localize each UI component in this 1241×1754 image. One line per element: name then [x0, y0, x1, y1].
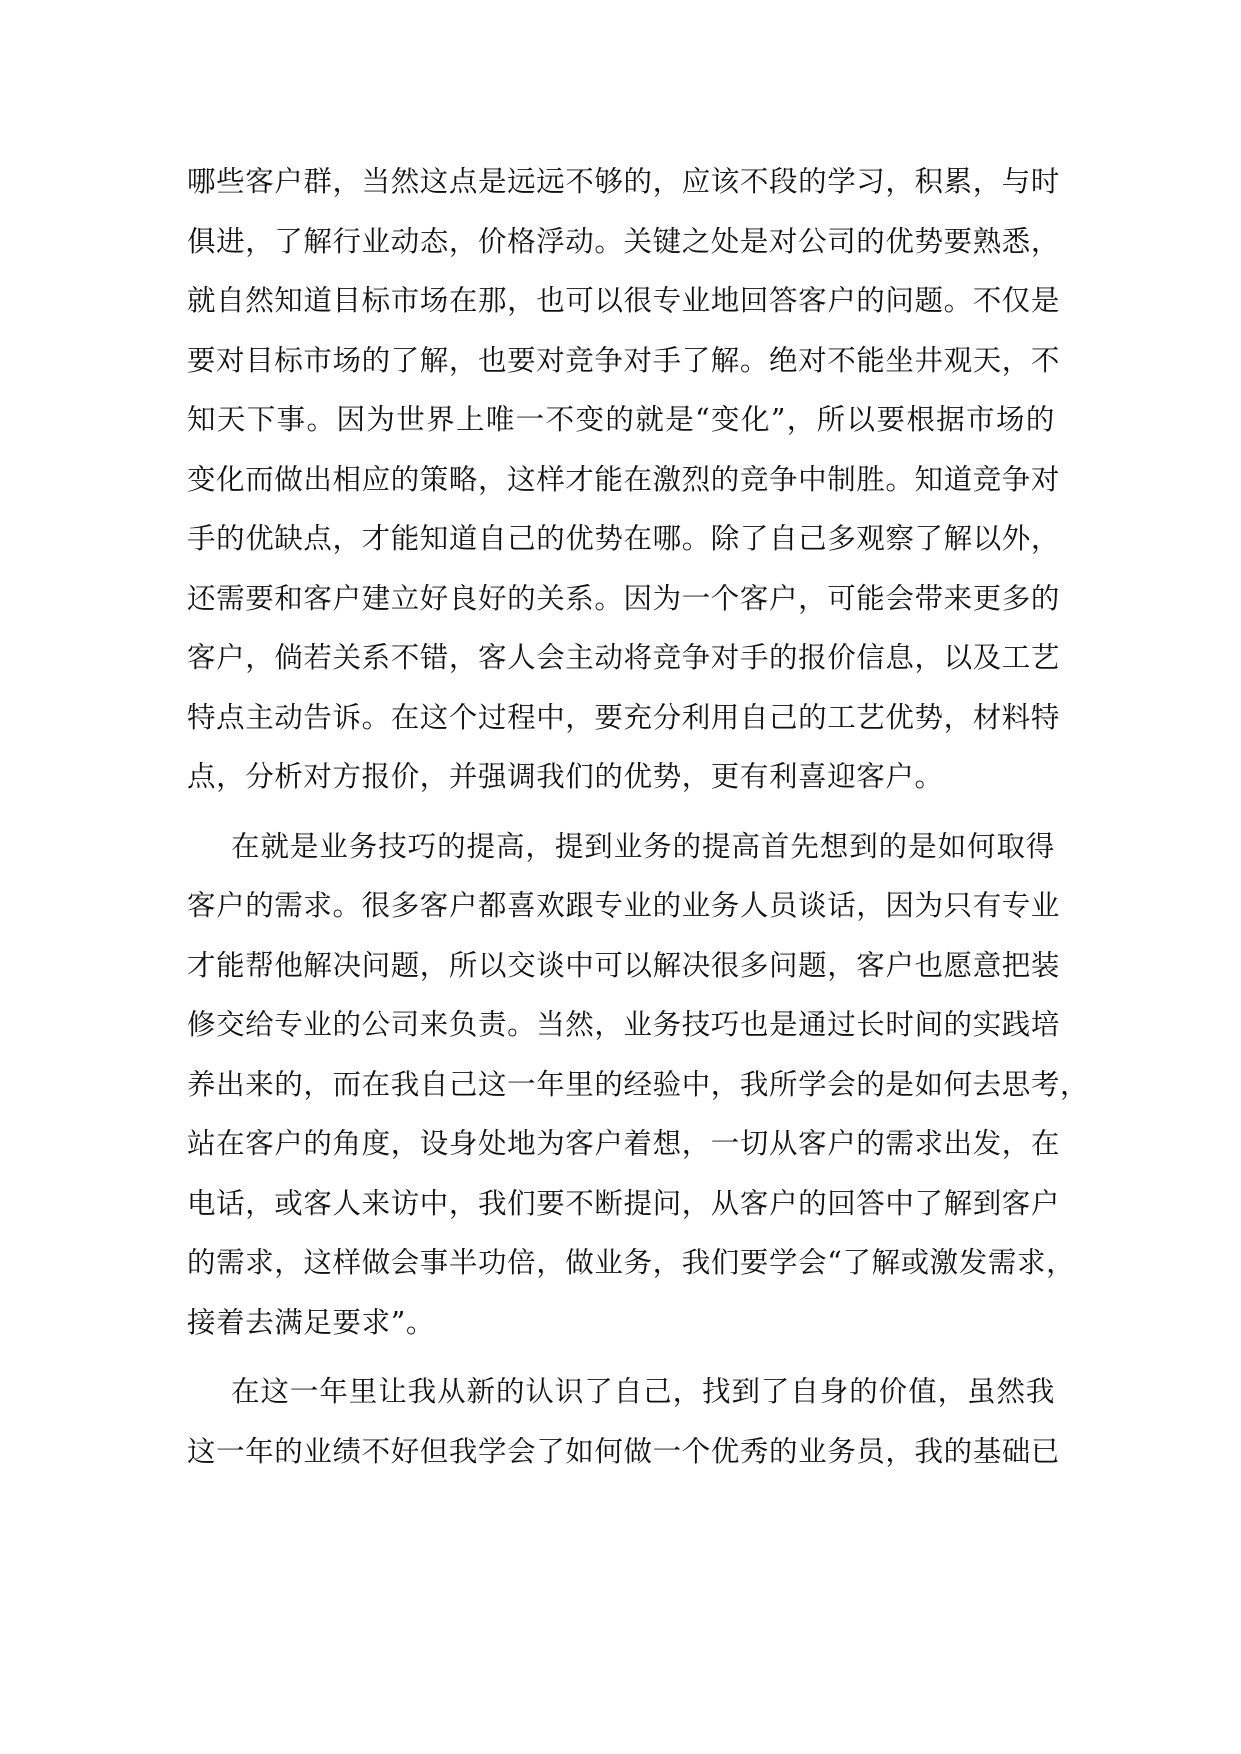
text-line: 知天下事。因为世界上唯一不变的就是“变化”，所以要根据市场的 [187, 403, 1055, 436]
paragraph [187, 817, 1090, 1353]
paragraph [187, 152, 1061, 807]
paragraph-gap [187, 807, 1055, 817]
text-line: 在这一年里让我从新的认识了自己，找到了自身的价值，虽然我 [231, 1375, 1055, 1408]
text-line: 接着去满足要求”。 [187, 1305, 435, 1339]
text-line: 在就是业务技巧的提高，提到业务的提高首先想到的是如何取得 [231, 829, 1055, 863]
text-line: 这一年的业绩不好但我学会了如何做一个优秀的业务员，我的基础已 [187, 1434, 1061, 1468]
text-line: 手的优缺点，才能知道自己的优势在哪。除了自己多观察了解以外， [187, 522, 1061, 555]
body-text [187, 152, 1090, 1481]
text-line: 客户，倘若关系不错，客人会主动将竞争对手的报价信息，以及工艺 [187, 641, 1061, 674]
paragraph-gap [187, 1352, 1055, 1362]
text-line: 哪些客户群，当然这点是远远不够的，应该不段的学习，积累，与时 [187, 165, 1061, 198]
text-line: 养出来的，而在我自己这一年里的经验中，我所学会的是如何去思考， [187, 1067, 1090, 1101]
text-line: 要对目标市场的了解，也要对竞争对手了解。绝对不能坐井观天，不 [187, 343, 1061, 377]
text-line: 变化而做出相应的策略，这样才能在激烈的竞争中制胜。知道竞争对 [187, 462, 1061, 496]
text-line: 还需要和客户建立好良好的关系。因为一个客户，可能会带来更多的 [187, 581, 1061, 615]
text-line: 俱进，了解行业动态，价格浮动。关键之处是对公司的优势要熟悉， [187, 224, 1061, 258]
text-line: 修交给专业的公司来负责。当然，业务技巧也是通过长时间的实践培 [187, 1008, 1061, 1041]
text-line: 就自然知道目标市场在那，也可以很专业地回答客户的问题。不仅是 [187, 284, 1061, 317]
text-line: 站在客户的角度，设身处地为客户着想，一切从客户的需求出发，在 [187, 1127, 1061, 1160]
text-line: 客户的需求。很多客户都喜欢跟专业的业务人员谈话，因为只有专业 [187, 889, 1061, 922]
text-line: 点，分析对方报价，并强调我们的优势，更有利喜迎客户。 [187, 760, 944, 793]
text-line: 才能帮他解决问题，所以交谈中可以解决很多问题，客户也愿意把装 [187, 948, 1061, 982]
text-line: 电话，或客人来访中，我们要不断提问，从客户的回答中了解到客户 [187, 1186, 1061, 1220]
text-line: 的需求，这样做会事半功倍，做业务，我们要学会“了解或激发需求， [187, 1246, 1076, 1279]
paragraph [187, 1362, 1061, 1481]
text-line: 特点主动告诉。在这个过程中，要充分利用自己的工艺优势，材料特 [187, 700, 1061, 734]
